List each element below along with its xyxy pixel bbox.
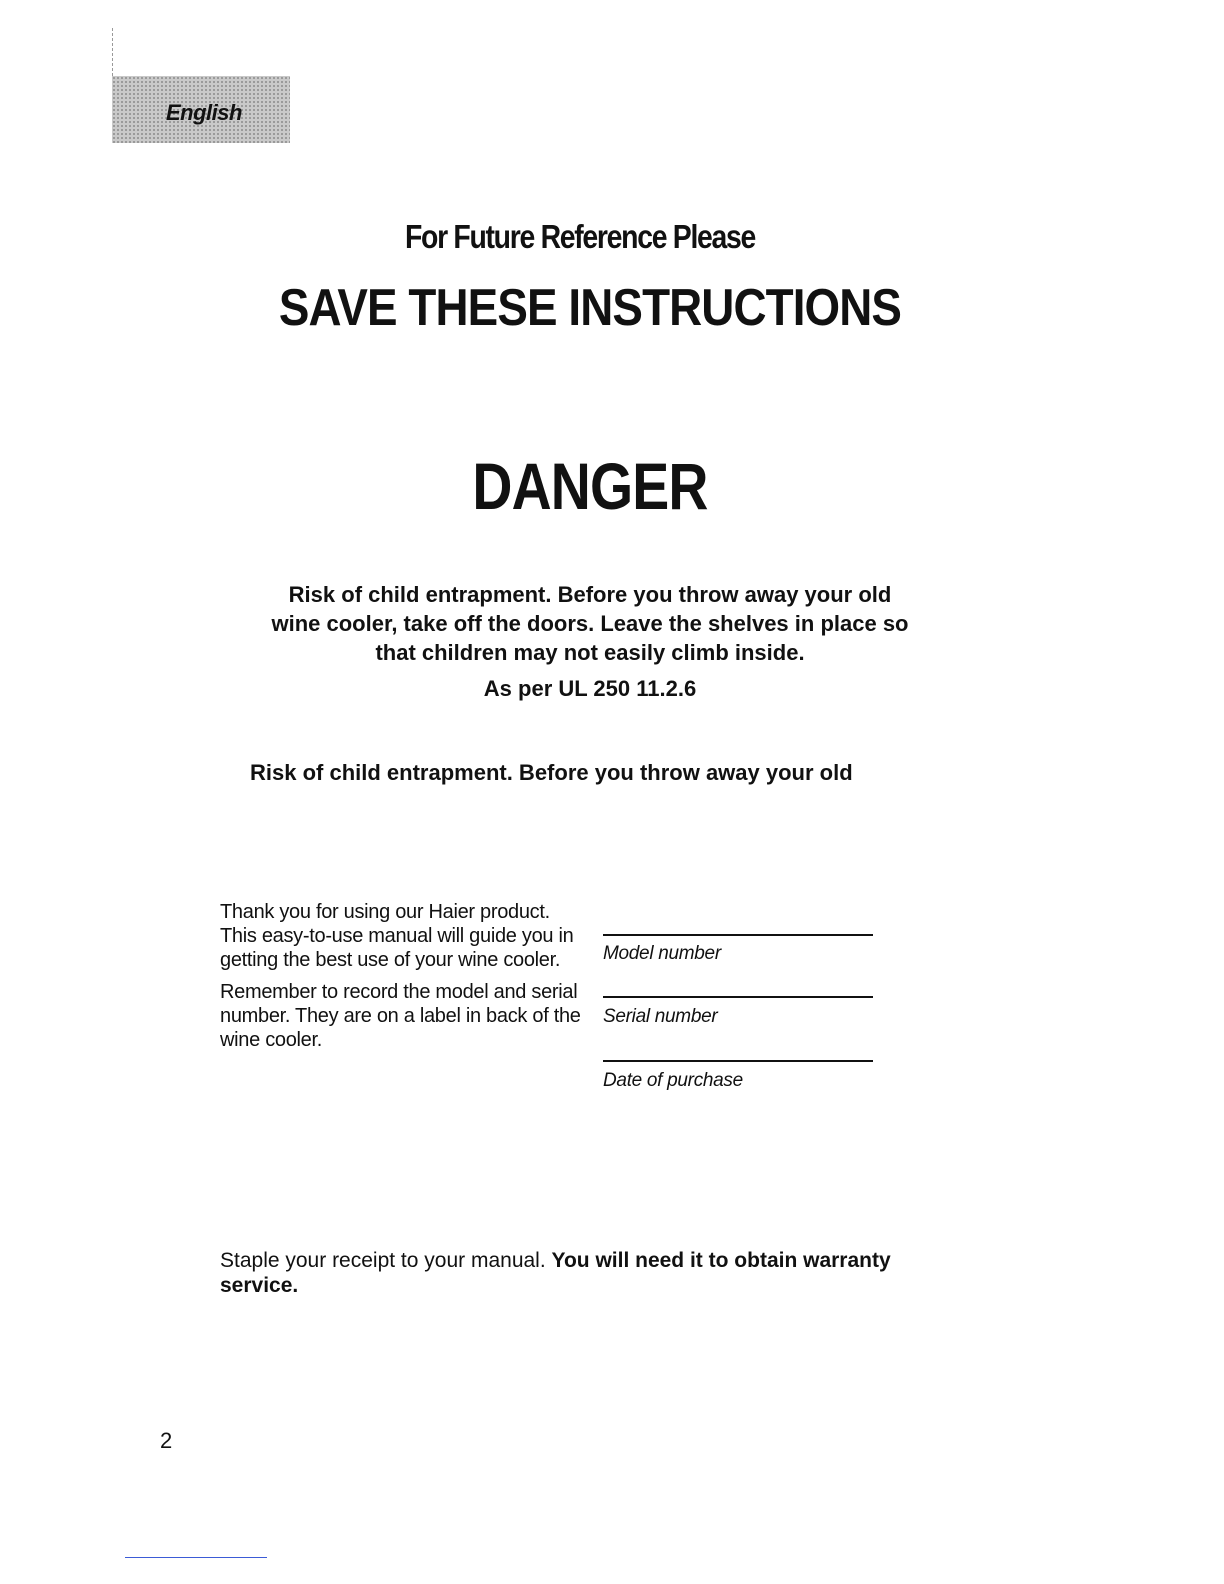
- receipt-note-plain: Staple your receipt to your manual.: [220, 1249, 552, 1272]
- receipt-note-bold: You will need it to obtain warranty service.: [220, 1249, 891, 1297]
- serial-number-label: Serial number: [603, 1006, 718, 1027]
- intro-text: [220, 900, 590, 1060]
- serial-number-line: [603, 996, 873, 998]
- margin-guide-line: [112, 28, 113, 76]
- language-tab-label: English: [166, 100, 242, 125]
- danger-warning-line-3: that children may not easily climb inside.: [375, 640, 805, 665]
- date-of-purchase-line: [603, 1060, 873, 1062]
- model-number-line: [603, 934, 873, 936]
- date-of-purchase-label: Date of purchase: [603, 1070, 743, 1091]
- danger-warning-repeat: Risk of child entrapment. Before you throw away your old: [250, 760, 853, 785]
- danger-warning: [190, 580, 990, 667]
- danger-heading: DANGER: [472, 449, 708, 523]
- model-number-label: Model number: [603, 943, 721, 964]
- intro-paragraph-1: Thank you for using our Haier product. This easy-to-use manual will guide you in getting the best use of your wine cooler.: [220, 901, 574, 971]
- danger-warning-line-1: Risk of child entrapment. Before you throw away your old: [288, 582, 892, 607]
- intro-paragraph-2: Remember to record the model and serial number. They are on a label in back of the wine cooler.: [220, 981, 581, 1051]
- page-subtitle: For Future Reference Please: [404, 218, 756, 255]
- page-number: 2: [160, 1428, 173, 1453]
- danger-warning-line-2: wine cooler, take off the doors. Leave the shelves in place so: [271, 611, 909, 636]
- bottom-rule: [125, 1557, 267, 1558]
- standard-reference: As per UL 250 11.2.6: [483, 676, 697, 701]
- page-title: SAVE THESE INSTRUCTIONS: [278, 279, 902, 337]
- receipt-note: [220, 1248, 920, 1298]
